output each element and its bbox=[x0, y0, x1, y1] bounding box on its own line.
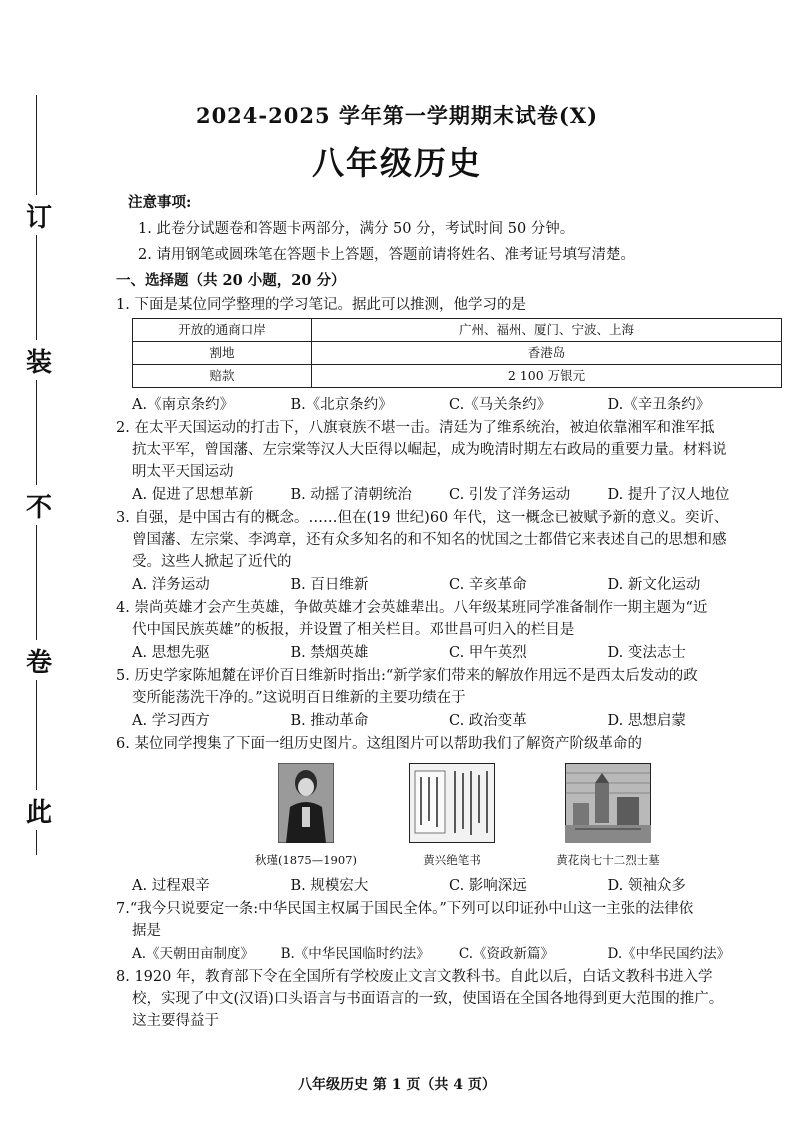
options-row bbox=[132, 642, 766, 664]
question-stem-line: 抗太平军，曾国藩、左宗棠等汉人大臣得以崛起，成为晚清时期左右政局的重要力量。材料说 bbox=[132, 442, 727, 458]
options-row bbox=[132, 574, 766, 596]
question-stem-line: 曾国藩、左宗棠、李鸿章，还有众多知名的和不知名的忧国之士都借它来表述自己的思想和感 bbox=[132, 532, 727, 548]
question-stem: 1. 下面是某位同学整理的学习笔记。据此可以推测，他学习的是 bbox=[116, 297, 526, 313]
option: A. 过程艰辛 bbox=[132, 878, 210, 894]
binding-rule bbox=[36, 680, 37, 790]
option: C. 辛亥革命 bbox=[449, 577, 527, 593]
option: A. 促进了思想革新 bbox=[132, 487, 254, 503]
question-stem-line: 明太平天国运动 bbox=[132, 464, 234, 480]
notice-item: 1. 此卷分试题卷和答题卡两部分，满分 50 分，考试时间 50 分钟。 bbox=[138, 221, 575, 237]
question-stem-line: 这主要得益于 bbox=[132, 1013, 219, 1029]
option: A. 学习西方 bbox=[132, 713, 210, 729]
picture-huangxing-letter bbox=[372, 763, 532, 871]
question-stem-line: 变所能荡洗干净的。”这说明百日维新的主要功绩在于 bbox=[132, 690, 466, 706]
binding-line bbox=[14, 95, 64, 855]
question-stem-line: 受。这些人掀起了近代的 bbox=[132, 554, 292, 570]
option: A. 思想先驱 bbox=[132, 645, 210, 661]
option: B.《北京条约》 bbox=[290, 397, 393, 413]
option: A.《天朝田亩制度》 bbox=[132, 946, 255, 962]
option: D.《辛丑条约》 bbox=[607, 397, 711, 413]
option: C. 政治变革 bbox=[449, 713, 527, 729]
picture-huanghuagang bbox=[528, 763, 688, 871]
picture-caption: 秋瑾(1875—1907) bbox=[254, 853, 357, 867]
option: C. 甲午英烈 bbox=[449, 645, 527, 661]
table-cell: 割地 bbox=[133, 342, 312, 365]
option: A.《南京条约》 bbox=[132, 397, 235, 413]
picture-qiujin bbox=[226, 763, 386, 871]
section-heading: 一、选择题（共 20 小题，20 分） bbox=[116, 272, 346, 289]
option: B. 动摇了清朝统治 bbox=[290, 487, 412, 503]
question-stem-line: 据是 bbox=[132, 923, 161, 939]
q1-table bbox=[132, 318, 782, 388]
question-stem-line: 代中国民族英雄”的板报，并设置了相关栏目。邓世昌可归入的栏目是 bbox=[132, 622, 575, 638]
option: B.《中华民国临时约法》 bbox=[280, 946, 430, 962]
binding-char: 不 bbox=[25, 493, 52, 523]
option: C. 影响深远 bbox=[449, 878, 527, 894]
option: C.《马关条约》 bbox=[449, 397, 552, 413]
binding-char: 卷 bbox=[25, 648, 52, 678]
option: D. 思想启蒙 bbox=[607, 713, 686, 729]
question-stem: 6. 某位同学搜集了下面一组历史图片。这组图片可以帮助我们了解资产阶级革命的 bbox=[116, 736, 642, 752]
table-cell: 广州、福州、厦门、宁波、上海 bbox=[312, 319, 782, 342]
subject-title: 八年级历史 bbox=[311, 144, 482, 182]
option: D.《中华民国约法》 bbox=[607, 946, 731, 962]
notice-title: 注意事项: bbox=[128, 194, 192, 211]
table-cell: 2 100 万银元 bbox=[312, 365, 782, 388]
table-cell: 开放的通商口岸 bbox=[133, 319, 312, 342]
question-stem-line: 7.“我今只说要定一条:中华民国主权属于国民全体。”下列可以印证孙中山这一主张的法律依 bbox=[116, 901, 694, 917]
question-stem-line: 校，实现了中文(汉语)口头语言与书面语言的一致，使国语在全国各地得到更大范围的推广。 bbox=[132, 991, 724, 1007]
binding-rule bbox=[36, 830, 37, 855]
question-stem-line: 8. 1920 年，教育部下令在全国所有学校废止文言文教科书。自此以后，白话文教科书进入学 bbox=[116, 969, 713, 985]
question-stem-line: 5. 历史学家陈旭麓在评价百日维新时指出:“新学家们带来的解放作用远不是西太后发动的政 bbox=[116, 668, 698, 684]
binding-char: 装 bbox=[25, 348, 52, 378]
picture-caption: 黄兴绝笔书 bbox=[423, 853, 481, 867]
q6-pictures bbox=[116, 763, 766, 871]
notice-item: 2. 请用钢笔或圆珠笔在答题卡上答题，答题前请将姓名、准考证号填写清楚。 bbox=[138, 247, 635, 263]
monument-image bbox=[565, 763, 651, 843]
option: D. 领袖众多 bbox=[607, 878, 686, 894]
options-row bbox=[132, 394, 766, 416]
option: C. 引发了洋务运动 bbox=[449, 487, 571, 503]
table-cell: 香港岛 bbox=[312, 342, 782, 365]
picture-caption: 黄花岗七十二烈士墓 bbox=[556, 853, 660, 867]
question-stem-line: 3. 自强，是中国古有的概念。……但在(19 世纪)60 年代，这一概念已被赋予新的意义。奕䜣、 bbox=[116, 510, 729, 526]
binding-rule bbox=[36, 235, 37, 340]
question-stem-line: 2. 在太平天国运动的打击下，八旗衰族不堪一击。清廷为了维系统治，被迫依靠湘军和淮军抵 bbox=[116, 420, 715, 436]
exam-title: 2024-2025 学年第一学期期末试卷(X) bbox=[195, 103, 599, 128]
portrait-image bbox=[278, 763, 334, 843]
page-footer: 八年级历史 第 1 页（共 4 页） bbox=[298, 1077, 496, 1093]
question-stem-line: 4. 崇尚英雄才会产生英雄，争做英雄才会英雄辈出。八年级某班同学准备制作一期主题为“近 bbox=[116, 600, 708, 616]
option: B. 推动革命 bbox=[290, 713, 369, 729]
option: B. 禁烟英雄 bbox=[290, 645, 369, 661]
option: A. 洋务运动 bbox=[132, 577, 210, 593]
option: B. 百日维新 bbox=[290, 577, 369, 593]
option: B. 规模宏大 bbox=[290, 878, 369, 894]
options-row bbox=[132, 943, 766, 965]
binding-rule bbox=[36, 525, 37, 640]
table-cell: 赔款 bbox=[133, 365, 312, 388]
option: C.《资政新篇》 bbox=[458, 946, 555, 962]
binding-rule bbox=[36, 380, 37, 485]
options-row bbox=[132, 875, 766, 897]
letter-image bbox=[409, 763, 495, 843]
exam-content bbox=[116, 192, 766, 1032]
option: D. 新文化运动 bbox=[607, 577, 701, 593]
options-row bbox=[132, 710, 766, 732]
option: D. 变法志士 bbox=[607, 645, 686, 661]
option: D. 提升了汉人地位 bbox=[607, 487, 730, 503]
binding-char: 订 bbox=[25, 203, 52, 233]
binding-char: 此 bbox=[25, 798, 52, 828]
options-row bbox=[132, 484, 766, 506]
